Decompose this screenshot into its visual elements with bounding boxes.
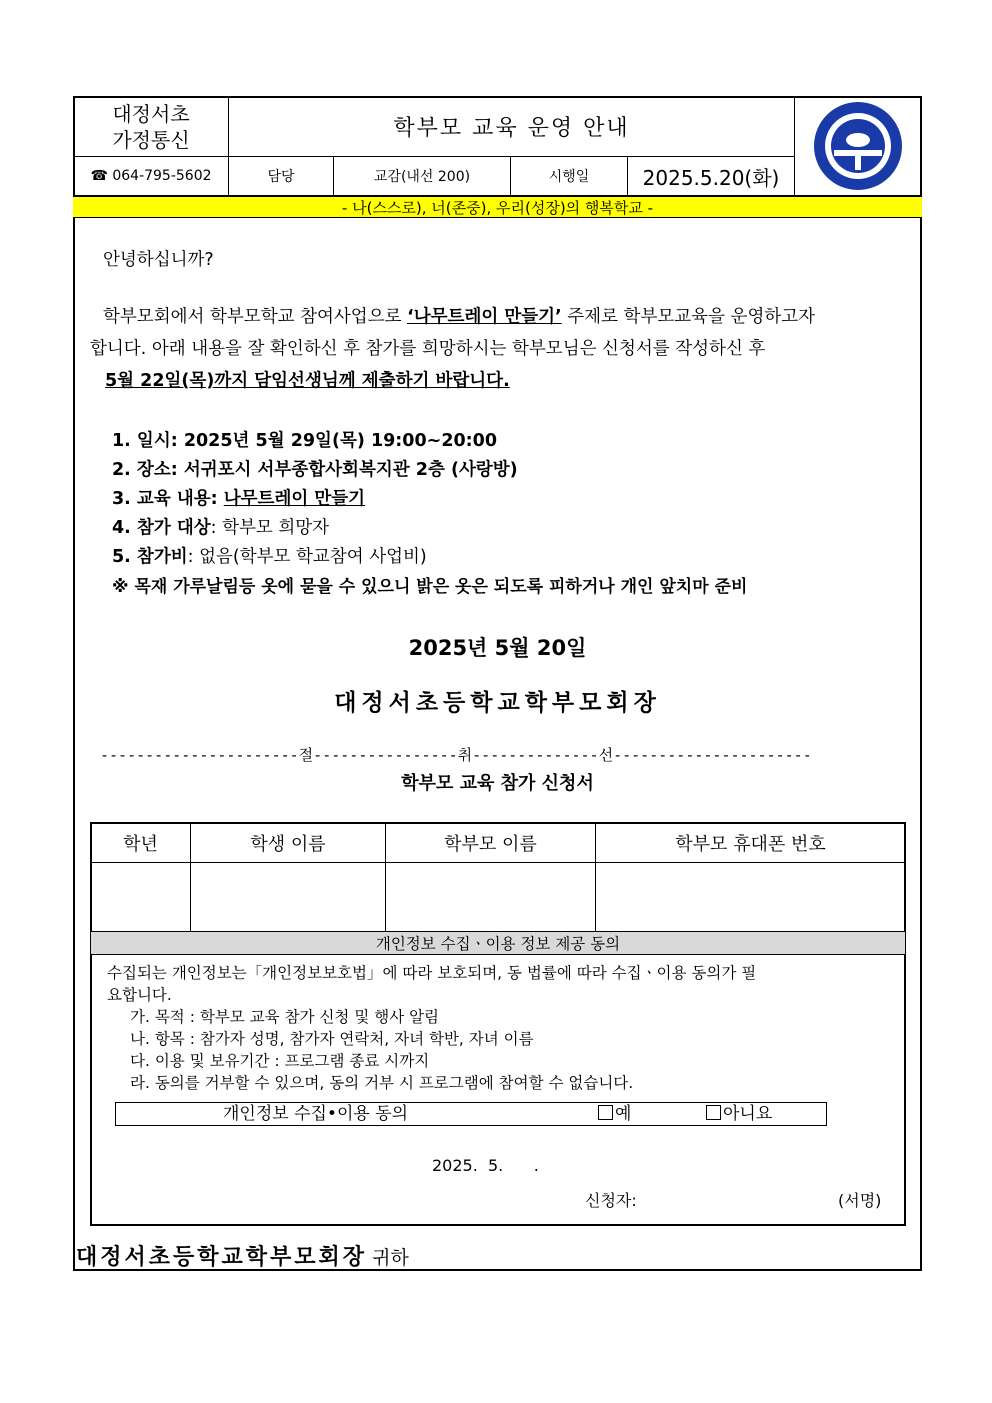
applicant-signature-field[interactable]	[650, 1186, 830, 1210]
col-parent-name: 학부모 이름	[385, 822, 596, 863]
detail-date: 1. 일시: 2025년 5월 29일(목) 19:00~20:00	[112, 431, 498, 451]
parent-phone-field[interactable]	[595, 862, 906, 932]
privacy-purpose: 가. 목적 : 학부모 교육 참가 신청 및 행사 알림	[130, 1008, 440, 1026]
detail-target: 4. 참가 대상: 학부모 희망자	[112, 518, 330, 538]
sign-label: (서명)	[838, 1191, 882, 1210]
clothing-note: ※ 목재 가루날림등 옷에 묻을 수 있으니 밝은 옷은 되도록 피하거나 개인 앞치마 준비	[112, 577, 748, 597]
consent-label: 개인정보 수집•이용 동의	[223, 1104, 409, 1124]
detail-place: 2. 장소: 서귀포시 서부종합사회복지관 2층 (사랑방)	[112, 460, 518, 480]
addressee-line	[76, 1240, 409, 1271]
col-student-name: 학생 이름	[190, 822, 386, 863]
privacy-refusal: 라. 동의를 거부할 수 있으며, 동의 거부 시 프로그램에 참여할 수 없습니다.	[130, 1074, 634, 1092]
school-label	[73, 96, 229, 157]
applicant-label: 신청자:	[585, 1191, 637, 1210]
greeting: 안녕하십니까?	[103, 250, 214, 270]
consent-yes-option[interactable]: 예	[598, 1103, 631, 1125]
manager-value: 교감(내선 200)	[333, 156, 511, 196]
consent-box	[115, 1102, 827, 1126]
school-line-2: 가정통신	[112, 127, 190, 152]
manager-label: 담당	[228, 156, 334, 196]
no-checkbox[interactable]	[706, 1105, 721, 1120]
topic-highlight: ‘나무트레이 만들기’	[407, 307, 562, 327]
detail-fee: 5. 참가비: 없음(학부모 학교참여 사업비)	[112, 547, 427, 567]
student-name-field[interactable]	[190, 862, 386, 932]
form-title: 학부모 교육 참가 신청서	[401, 773, 594, 794]
yes-checkbox[interactable]	[598, 1105, 613, 1120]
grade-field[interactable]	[90, 862, 191, 932]
date-value: 2025.5.20(화)	[627, 156, 795, 196]
deadline-notice: 5월 22일(목)까지 담임선생님께 제출하기 바랍니다.	[105, 371, 510, 391]
issuer: 대정서초등학교학부모회장	[334, 690, 661, 716]
privacy-line-2: 요합니다.	[107, 986, 172, 1004]
privacy-items: 나. 항목 : 참가자 성명, 참가자 연락처, 자녀 학반, 자녀 이름	[130, 1030, 534, 1048]
application-date: 2025. 5. .	[432, 1156, 539, 1175]
addressee: 대정서초등학교학부모회장	[76, 1245, 368, 1270]
col-grade: 학년	[90, 822, 191, 863]
col-parent-phone: 학부모 휴대폰 번호	[595, 822, 906, 863]
school-emblem-icon	[812, 100, 904, 192]
intro-line-1: 학부모회에서 학부모학교 참여사업으로 ‘나무트레이 만들기’ 주제로 학부모교육을 운영하고자	[103, 307, 816, 327]
date-label: 시행일	[510, 156, 628, 196]
school-line-1: 대정서초	[112, 101, 190, 126]
privacy-period: 다. 이용 및 보유기간 : 프로그램 종료 시까지	[130, 1052, 430, 1070]
cut-line: ----------------------절----------------취--------------선----------------------	[100, 746, 812, 764]
privacy-line-1: 수집되는 개인정보는「개인정보보호법」에 따라 보호되며, 동 법률에 따라 수집ㆍ이용 동의가 필	[107, 964, 757, 982]
phone-number: ☎ 064-795-5602	[73, 156, 229, 196]
page-title: 학부모 교육 운영 안내	[228, 96, 795, 157]
issue-date: 2025년 5월 20일	[408, 636, 587, 660]
school-emblem	[794, 96, 922, 196]
honorific: 귀하	[372, 1247, 409, 1269]
parent-name-field[interactable]	[385, 862, 596, 932]
detail-content: 3. 교육 내용: 나무트레이 만들기	[112, 489, 366, 509]
motto-bar: - 나(스스로), 너(존중), 우리(성장)의 행복학교 -	[73, 196, 922, 218]
privacy-header: 개인정보 수집ㆍ이용 정보 제공 동의	[90, 931, 906, 955]
consent-no-option[interactable]: 아니요	[706, 1103, 772, 1125]
intro-line-2: 합니다. 아래 내용을 잘 확인하신 후 참가를 희망하시는 학부모님은 신청서를 작성하신 후	[90, 339, 766, 359]
